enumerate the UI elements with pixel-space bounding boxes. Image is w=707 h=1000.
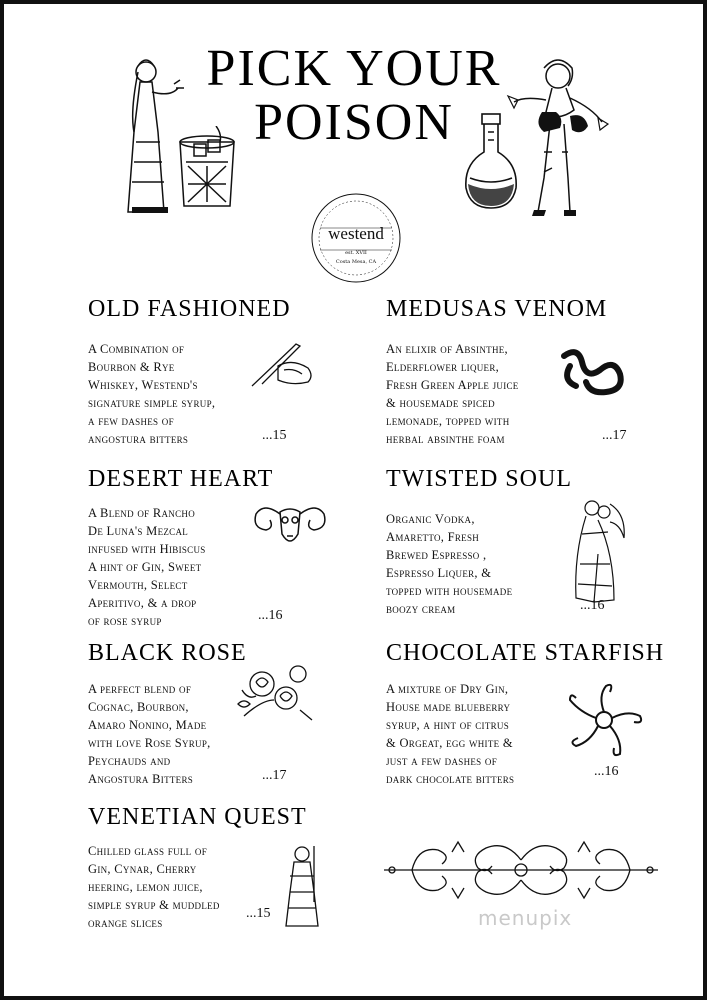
desc-line: An elixir of Absinthe, [386,342,508,356]
desc-line: & Orgeat, egg white & [386,736,513,750]
drink-desert-heart [88,466,348,636]
desc-line: Amaretto, Fresh [386,530,480,544]
desc-line: Espresso Liquer, & [386,566,492,580]
desc-line: Organic Vodka, [386,512,475,526]
ram-skull-icon [250,500,330,552]
desc-line: Elderflower liquer, [386,360,500,374]
drink-price: ...16 [258,608,283,623]
snake-icon [556,346,628,398]
desc-line: Aperitivo, & a drop [88,596,197,610]
desc-line: just a few dashes of [386,754,498,768]
desc-line: Brewed Espresso , [386,548,487,562]
desc-line: a few dashes of [88,414,174,428]
drink-name: BLACK ROSE [88,640,247,666]
drink-venetian-quest [88,804,328,934]
drink-description [386,340,519,448]
drink-name: CHOCOLATE STARFISH [386,640,665,666]
angel-couple-icon [564,494,628,606]
drink-price: ...15 [262,428,287,443]
desc-line: of rose syrup [88,614,162,628]
knight-icon [280,842,326,928]
desc-line: House made blueberry [386,700,511,714]
logo-location: Costa Mesa, CA [335,259,377,265]
desc-line: Peychauds and [88,754,171,768]
drink-twisted-soul [386,466,646,626]
desc-line: Vermouth, Select [88,578,188,592]
drink-medusas-venom [386,296,646,456]
desc-line: angostura bitters [88,432,189,446]
desc-line: topped with housemade [386,584,513,598]
logo-est: est. XVII [345,250,367,256]
drink-name: VENETIAN QUEST [88,804,307,830]
drink-description [88,680,211,788]
drink-chocolate-starfish [386,640,665,790]
desc-line: Cognac, Bourbon, [88,700,189,714]
desc-line: Fresh Green Apple juice [386,378,519,392]
roses-icon [234,660,316,722]
desc-line: simple syrup & muddled [88,898,220,912]
desc-line: Gin, Cynar, Cherry [88,862,197,876]
ornament-flourish [382,830,660,910]
drink-old-fashioned [88,296,328,456]
desc-line: Angostura Bitters [88,772,194,786]
hand-quill-icon [248,340,318,390]
title-line-1: PICK YOUR [206,40,502,97]
desc-line: with love Rose Syrup, [88,736,211,750]
drink-name: DESERT HEART [88,466,274,492]
desc-line: heering, lemon juice, [88,880,203,894]
desc-line: herbal absinthe foam [386,432,505,446]
desc-line: signature simple syrup, [88,396,216,410]
desc-line: A Blend of Rancho [88,506,195,520]
drink-description [386,510,512,618]
drink-name: MEDUSAS VENOM [386,296,608,322]
drink-name: TWISTED SOUL [386,466,572,492]
desc-line: Whiskey, Westend's [88,378,198,392]
page-title [154,42,554,150]
desc-line: syrup, a hint of citrus [386,718,510,732]
desc-line: & housemade spiced [386,396,495,410]
desc-line: A mixture of Dry Gin, [386,682,509,696]
desc-line: infused with Hibiscus [88,542,206,556]
desc-line: boozy cream [386,602,456,616]
desc-line: Bourbon & Rye [88,360,175,374]
drink-description [88,340,215,448]
desc-line: A Combination of [88,342,185,356]
drink-price: ...17 [602,428,627,443]
desc-line: Amaro Nonino, Made [88,718,207,732]
drink-black-rose [88,640,348,790]
desc-line: lemonade, topped with [386,414,510,428]
drink-description [386,680,514,788]
drink-description [88,842,220,932]
desc-line: dark chocolate bitters [386,772,515,786]
drink-price: ...16 [580,598,605,613]
desc-line: A perfect blend of [88,682,192,696]
desc-line: A hint of Gin, Sweet [88,560,202,574]
watermark: menupix [478,906,573,930]
desc-line: Chilled glass full of [88,844,208,858]
desc-line: De Luna's Mezcal [88,524,189,538]
drink-name: OLD FASHIONED [88,296,291,322]
starfish-icon [562,680,646,760]
title-line-2: POISON [254,94,454,151]
drink-price: ...17 [262,768,287,783]
desc-line: orange slices [88,916,163,930]
drink-price: ...15 [246,906,271,921]
drink-description [88,504,206,630]
drink-price: ...16 [594,764,619,779]
logo-name: westend [328,224,384,243]
